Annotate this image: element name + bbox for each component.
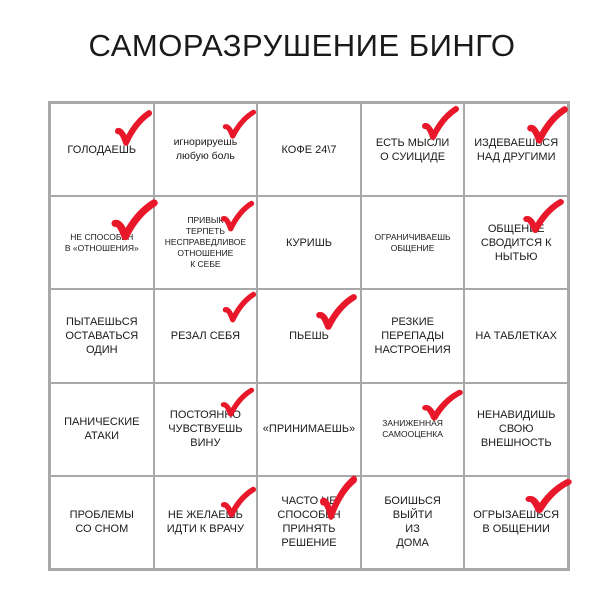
bingo-cell	[154, 103, 258, 196]
bingo-cell	[50, 196, 154, 289]
bingo-cell-text: РЕЗАЛ СЕБЯ	[170, 329, 241, 342]
bingo-cell-text: ПОСТОЯННО ЧУВСТВУЕШЬ ВИНУ	[168, 409, 243, 450]
bingo-cell-text: КУРИШЬ	[285, 236, 333, 249]
bingo-cell-text: ЧАСТО НЕ СПОСОБЕН ПРИНЯТЬ РЕШЕНИЕ	[277, 495, 341, 550]
bingo-cell-text: БОИШЬСЯ ВЫЙТИ ИЗ ДОМА	[384, 495, 441, 550]
bingo-cell	[361, 289, 465, 382]
bingo-cell	[257, 383, 361, 476]
bingo-cell	[257, 196, 361, 289]
bingo-cell	[257, 476, 361, 569]
bingo-cell-text: ПЫТАЕШЬСЯ ОСТАВАТЬСЯ ОДИН	[65, 315, 139, 357]
bingo-cell	[464, 103, 568, 196]
bingo-cell	[257, 289, 361, 382]
bingo-cell-text: РЕЗКИЕ ПЕРЕПАДЫ НАСТРОЕНИЯ	[374, 315, 451, 357]
bingo-cell	[361, 196, 465, 289]
bingo-cell	[257, 103, 361, 196]
bingo-cell	[464, 289, 568, 382]
bingo-cell-text: ГОЛОДАЕШЬ	[67, 143, 137, 156]
bingo-cell-text: ПРОБЛЕМЫ СО СНОМ	[69, 509, 134, 536]
bingo-cell-text: ЕСТЬ МЫСЛИ О СУИЦИДЕ	[375, 136, 450, 163]
bingo-cell	[154, 383, 258, 476]
bingo-cell-text: ОГРАНИЧИВАЕШЬ ОБЩЕНИЕ	[374, 231, 451, 253]
bingo-grid	[48, 101, 570, 571]
bingo-cell	[154, 476, 258, 569]
page-title: САМОРАЗРУШЕНИЕ БИНГО	[88, 28, 516, 63]
bingo-cell	[50, 476, 154, 569]
bingo-cell-text: НЕНАВИДИШЬ СВОЮ ВНЕШНОСТЬ	[476, 409, 556, 450]
bingo-cell-text: ИЗДЕВАЕШЬСЯ НАД ДРУГИМИ	[474, 136, 559, 163]
bingo-cell-text: ЗАНИЖЕННАЯ САМООЦЕНКА	[382, 418, 443, 440]
bingo-cell-text: НЕ СПОСОБЕН В «ОТНОШЕНИЯ»	[64, 231, 139, 253]
bingo-cell	[154, 289, 258, 382]
bingo-cell	[361, 383, 465, 476]
bingo-cell-text: НА ТАБЛЕТКАХ	[475, 329, 557, 342]
bingo-cell	[50, 103, 154, 196]
bingo-cell-text: НЕ ЖЕЛАЕШЬ ИДТИ К ВРАЧУ	[166, 509, 245, 536]
bingo-cell	[464, 196, 568, 289]
bingo-cell-text: КОФЕ 24\7	[281, 143, 337, 156]
bingo-cell-text: ПЬЕШЬ	[289, 329, 329, 342]
bingo-cell-text: ОГРЫЗАЕШЬСЯ В ОБЩЕНИИ	[473, 509, 560, 536]
bingo-cell	[464, 383, 568, 476]
bingo-cell	[154, 196, 258, 289]
checkmark-icon	[221, 290, 257, 326]
bingo-cell-text: ПАНИЧЕСКИЕ АТАКИ	[64, 416, 140, 443]
bingo-cell	[361, 103, 465, 196]
bingo-cell	[50, 289, 154, 382]
bingo-cell-text: ОБЩЕНИЕ СВОДИТСЯ К НЫТЬЮ	[480, 222, 552, 263]
bingo-cell	[464, 476, 568, 569]
bingo-cell-text: «ПРИНИМАЕШЬ»	[262, 423, 356, 436]
bingo-cell	[361, 476, 465, 569]
bingo-cell-text: ПРИВЫК ТЕРПЕТЬ НЕСПРАВЕДЛИВОЕ ОТНОШЕНИЕ К СЕБЕ	[164, 215, 247, 270]
bingo-cell	[50, 383, 154, 476]
bingo-cell-text: игнорируешь любую боль	[173, 136, 238, 162]
